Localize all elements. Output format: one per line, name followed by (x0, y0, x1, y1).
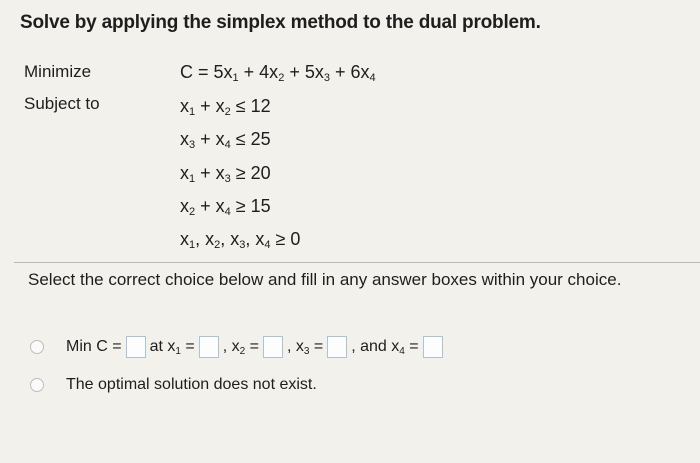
choice-b[interactable] (30, 376, 317, 394)
question-title: Solve by applying the simplex method to the dual problem. (20, 12, 541, 33)
min-c-label: Min C = (66, 338, 122, 355)
answer-prompt: Select the correct choice below and fill in any answer boxes within your choice. (28, 270, 622, 289)
subject-to-label: Subject to (24, 94, 100, 113)
objective-function: $C = 5x_1 + 4x_2 + 5x_3 + 6x_4$ (180, 62, 376, 84)
x4-label: , and $x_4$ = (351, 337, 419, 357)
minimize-label: Minimize (24, 62, 92, 81)
choice-b-radio[interactable] (30, 378, 44, 392)
section-divider (14, 262, 700, 263)
choice-a[interactable] (30, 336, 447, 358)
choice-b-label: The optimal solution does not exist. (66, 376, 317, 393)
constraint-4: $x_2 + x_4 \ge 15$ (180, 196, 271, 218)
x3-label: , $x_3$ = (286, 337, 324, 357)
x2-input[interactable] (263, 336, 283, 358)
min-c-input[interactable] (126, 336, 146, 358)
x2-label: , $x_2$ = (222, 337, 259, 357)
constraint-3: $x_1 + x_3 \ge 20$ (180, 163, 271, 185)
x3-input[interactable] (327, 336, 347, 358)
choice-a-radio[interactable] (30, 340, 44, 354)
constraint-1: $x_1 + x_2 \le 12$ (180, 96, 271, 118)
x4-input[interactable] (423, 336, 443, 358)
constraint-2: $x_3 + x_4 \le 25$ (180, 129, 271, 151)
at-x1-label: at $x_1$ = (149, 337, 195, 357)
x1-input[interactable] (199, 336, 219, 358)
nonnegativity-constraint: $x_1$, $x_2$, $x_3$, $x_4 \ge 0$ (180, 229, 301, 251)
